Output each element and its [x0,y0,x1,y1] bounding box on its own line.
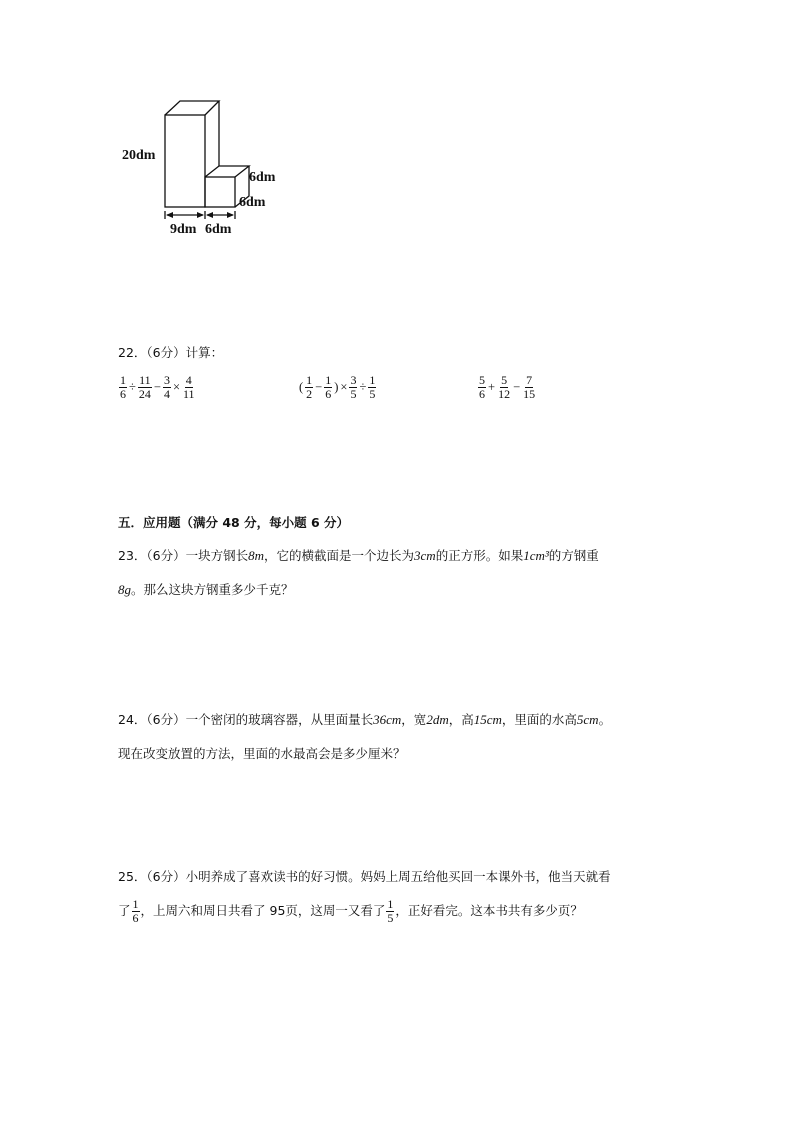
q22-expression-2 [298,374,377,401]
label-height-left: 20dm [122,148,156,163]
q25-line-1: 25．（6分）小明养成了喜欢读书的好习惯。妈妈上周五给他买回一本课外书，他当天就看 [118,869,611,884]
fraction: $\frac{3}{5}$ [350,373,357,401]
operator: ÷ [359,380,367,394]
fraction: $\frac{1}{5}$ [369,373,376,401]
q24-line-1: 24．（6分）一个密闭的玻璃容器，从里面量长36cm，宽2dm，高15cm，里面的水高5cm。 [118,712,612,727]
operator: + [488,380,496,394]
q24-line-2: 现在改变放置的方法，里面的水最高会是多少厘米？ [118,746,406,761]
section-5-heading: 五．应用题（满分 48 分，每小题 6 分） [118,515,350,530]
fraction: $\frac{1}{5}$ [387,897,394,925]
label-height-right: 6dm [249,170,276,185]
operator: ÷ [129,380,136,394]
label-depth-right: 6dm [239,195,266,210]
paren-close: ) [334,380,339,394]
operator: × [172,380,180,394]
fraction: $\frac{1}{6}$ [325,373,332,401]
q23-line-1: 23．（6分）一块方钢长8m，它的横截面是一个边长为3cm的正方形。如果1cm³的方钢重 [118,548,599,563]
fraction: $\frac{3}{4}$ [163,373,170,401]
label-width-right: 6dm [205,222,232,237]
operator: − [153,380,161,394]
solid-drawing [118,95,288,240]
fraction: $\frac{5}{12}$ [498,373,511,401]
q22-expression-1 [118,374,197,401]
label-width-left: 9dm [170,222,197,237]
q22-expression-3 [477,374,537,401]
fraction: $\frac{1}{6}$ [132,897,139,925]
operator: − [513,380,521,394]
q23-line-2: 8g。那么这块方钢重多少千克？ [118,582,294,597]
q25-line-2: 了 $\frac{1}{6}$ ，上周六和周日共看了 95页，这周一又看了 $\frac{1}{5}$ ，正好看完。这本书共有多少页？ [118,897,583,925]
fraction: $\frac{1}{2}$ [306,373,313,401]
q22-title: 22．（6分）计算： [118,345,224,360]
fraction: $\frac{11}{24}$ [138,373,151,401]
geometry-figure [118,95,288,240]
fraction: $\frac{7}{15}$ [523,373,536,401]
operator: × [340,380,348,394]
fraction: $\frac{4}{11}$ [183,373,195,401]
fraction: $\frac{1}{6}$ [120,373,126,401]
fraction: $\frac{5}{6}$ [479,373,485,401]
operator: − [315,380,323,394]
paren-open: ( [299,380,304,394]
